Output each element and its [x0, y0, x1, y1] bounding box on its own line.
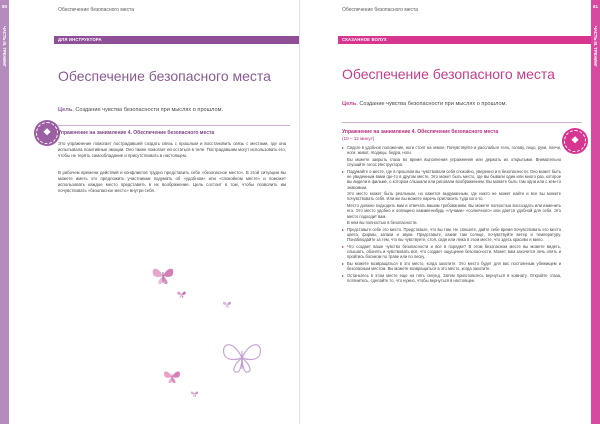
- hands-icon: ❖: [42, 127, 52, 137]
- left-goal-text: . Создание чувства безопасности при мыслях о прошлом.: [72, 107, 223, 113]
- butterfly-icon: [162, 368, 182, 386]
- right-goal: [342, 101, 577, 108]
- right-page-title: Обеспечение безопасного места: [342, 66, 555, 82]
- left-page-title: Обеспечение безопасного места: [58, 68, 271, 84]
- left-exercise-badge: [34, 120, 60, 146]
- right-side-strip: [591, 0, 600, 424]
- list-item: В нем вы полностью в безопасности.: [347, 220, 418, 226]
- right-running-head: Обеспечение безопасного места: [342, 7, 419, 13]
- left-running-head: Обеспечение безопасного места: [58, 7, 135, 13]
- left-exercise-title: Упражнение на занимление 4. Обеспечение безопасного места: [58, 130, 215, 136]
- right-section-bar: СКАЗАННОЕ ВОЛУХ: [338, 36, 591, 44]
- exercise-steps: [342, 145, 561, 285]
- left-goal-label: Цель: [58, 107, 73, 113]
- hands-icon: ❖: [570, 135, 580, 145]
- butterfly-icon: [222, 300, 232, 309]
- left-goal: [58, 107, 288, 114]
- butterfly-icon: [176, 290, 187, 299]
- list-item: Место должно подходить вам и отвечать вашим требованиям. Вы можете полностью воссоздать или изменить его. Это место удобно и освящено какими-нибудь «лучами» «солнечного» или дается удобной для себя. Это место подходит вам.: [347, 203, 561, 219]
- right-exercise-badge: [562, 128, 588, 154]
- left-section-bar: ДЛЯ ИНСТРУКТОРА: [54, 36, 300, 44]
- right-exercise-title: Упражнение на занимление 4. Обеспечение безопасного места: [342, 129, 499, 135]
- butterfly-icon: [190, 390, 199, 398]
- list-item: ▸ Что создает ваше чувство безопасности и все в порядке? В этом безопасном месте вы можете видеть, слышать, обонять и чувствовать всё, что создает ощущение безопасности. Может, вам захочется лечь опять и пройтись босиком по траве или по песку.: [342, 243, 561, 260]
- left-side-label: ЧАСТЬ III. ТРЕНИНГ: [1, 26, 7, 67]
- right-page: [300, 0, 600, 424]
- list-item: ▸ Останьтесь в этом месте еще на пять секунд. Затем приготовьтесь вернуться в комнату. Откройте глаза, потянитесь, сделайте то, что нужно, чтобы вернуться в настоящее.: [342, 273, 561, 284]
- list-item: Это место может быть реальным, но кажется выдуманным, где никто не может найти и все вы можете почувствовать себя. Или же вы можете наречь пригласить туда кого-то.: [347, 191, 561, 202]
- right-goal-text: . Создание чувства безопасности при мыслях о прошлом.: [356, 101, 507, 107]
- left-paragraph-1: Это упражнение помогает пострадавшей создать связь с прошлым и восстановить связь с местами, где она испытывала позитивные эмоции. Оно также помогает ей остаться в теле. Пострадавшим могут использовать его, чтобы не терять самообладание и присутствовать в настоящем.: [58, 141, 286, 158]
- exercise-duration: (10 – 12 минут): [342, 136, 375, 141]
- list-item: Вы можете закрыть глаза во время выполнения упражнения или держать их открытыми. Внимательно слушайте голос Инструктора.: [347, 156, 561, 168]
- butterfly-icon: [220, 340, 264, 376]
- right-side-label: ЧАСТЬ III. ТРЕНИНГ: [592, 26, 598, 67]
- right-divider: [342, 122, 582, 123]
- left-paragraph-2: В рабочем времени действий и конфликтов трудно представить себе «безопасное место». В этой ситуации вы можете иметь это предложить участникам подумать об «удобном» или «спокойном месте» и поможет использовать каждое место представить в их воображение. Цель состоит в том, чтобы позволить им почувствовать «безопасное место» внутри себя.: [58, 170, 286, 193]
- left-page-number: 60: [1, 4, 7, 9]
- list-item: ▸ Представьте себе это место. Представьте, что вы там. Не спешите, дайте себе время почувствовать его место цвета, формы, запахи и звуки. Представьте, каким там солнце, почувствуйте ветер и температуру. Понаблюдайте за тем, что вы чувствуете, стоя, сидя или лежа в этом месте, что здесь красиво и мило.: [342, 226, 561, 243]
- right-goal-label: Цель: [342, 101, 357, 107]
- list-item: ▸ Сядьте в удобное положение, ноги стоят на земле. Почувствуйте и расслабьте тело, голову, лицо, руки, плечи, ноги, живот, ягодицы, бедра, ноги.: [342, 145, 561, 156]
- list-item: ▸ Вы можете возвращаться в это место, когда захотите. Это место будет для вас постоянным убежищем и безопасным местом. Вы можете возвращаться в это место, когда захотите.: [342, 261, 561, 272]
- butterfly-icon: [150, 265, 176, 287]
- right-page-number: 61: [592, 4, 598, 9]
- left-divider: [58, 125, 290, 126]
- list-item: ▸ Подумайте о месте, где в прошлом вы чувствовали себя спокойно, уверенно и в безопасности. Оно может быть не увиденным вами где-то в другом месте. Это может быть место, где вы бывали один или много раз, которое вы видели в фильме, о котором слышали или рисовали воображением. Вы можете быть там одни или с кем-то знакомым.: [342, 168, 561, 190]
- left-side-strip: [0, 0, 9, 424]
